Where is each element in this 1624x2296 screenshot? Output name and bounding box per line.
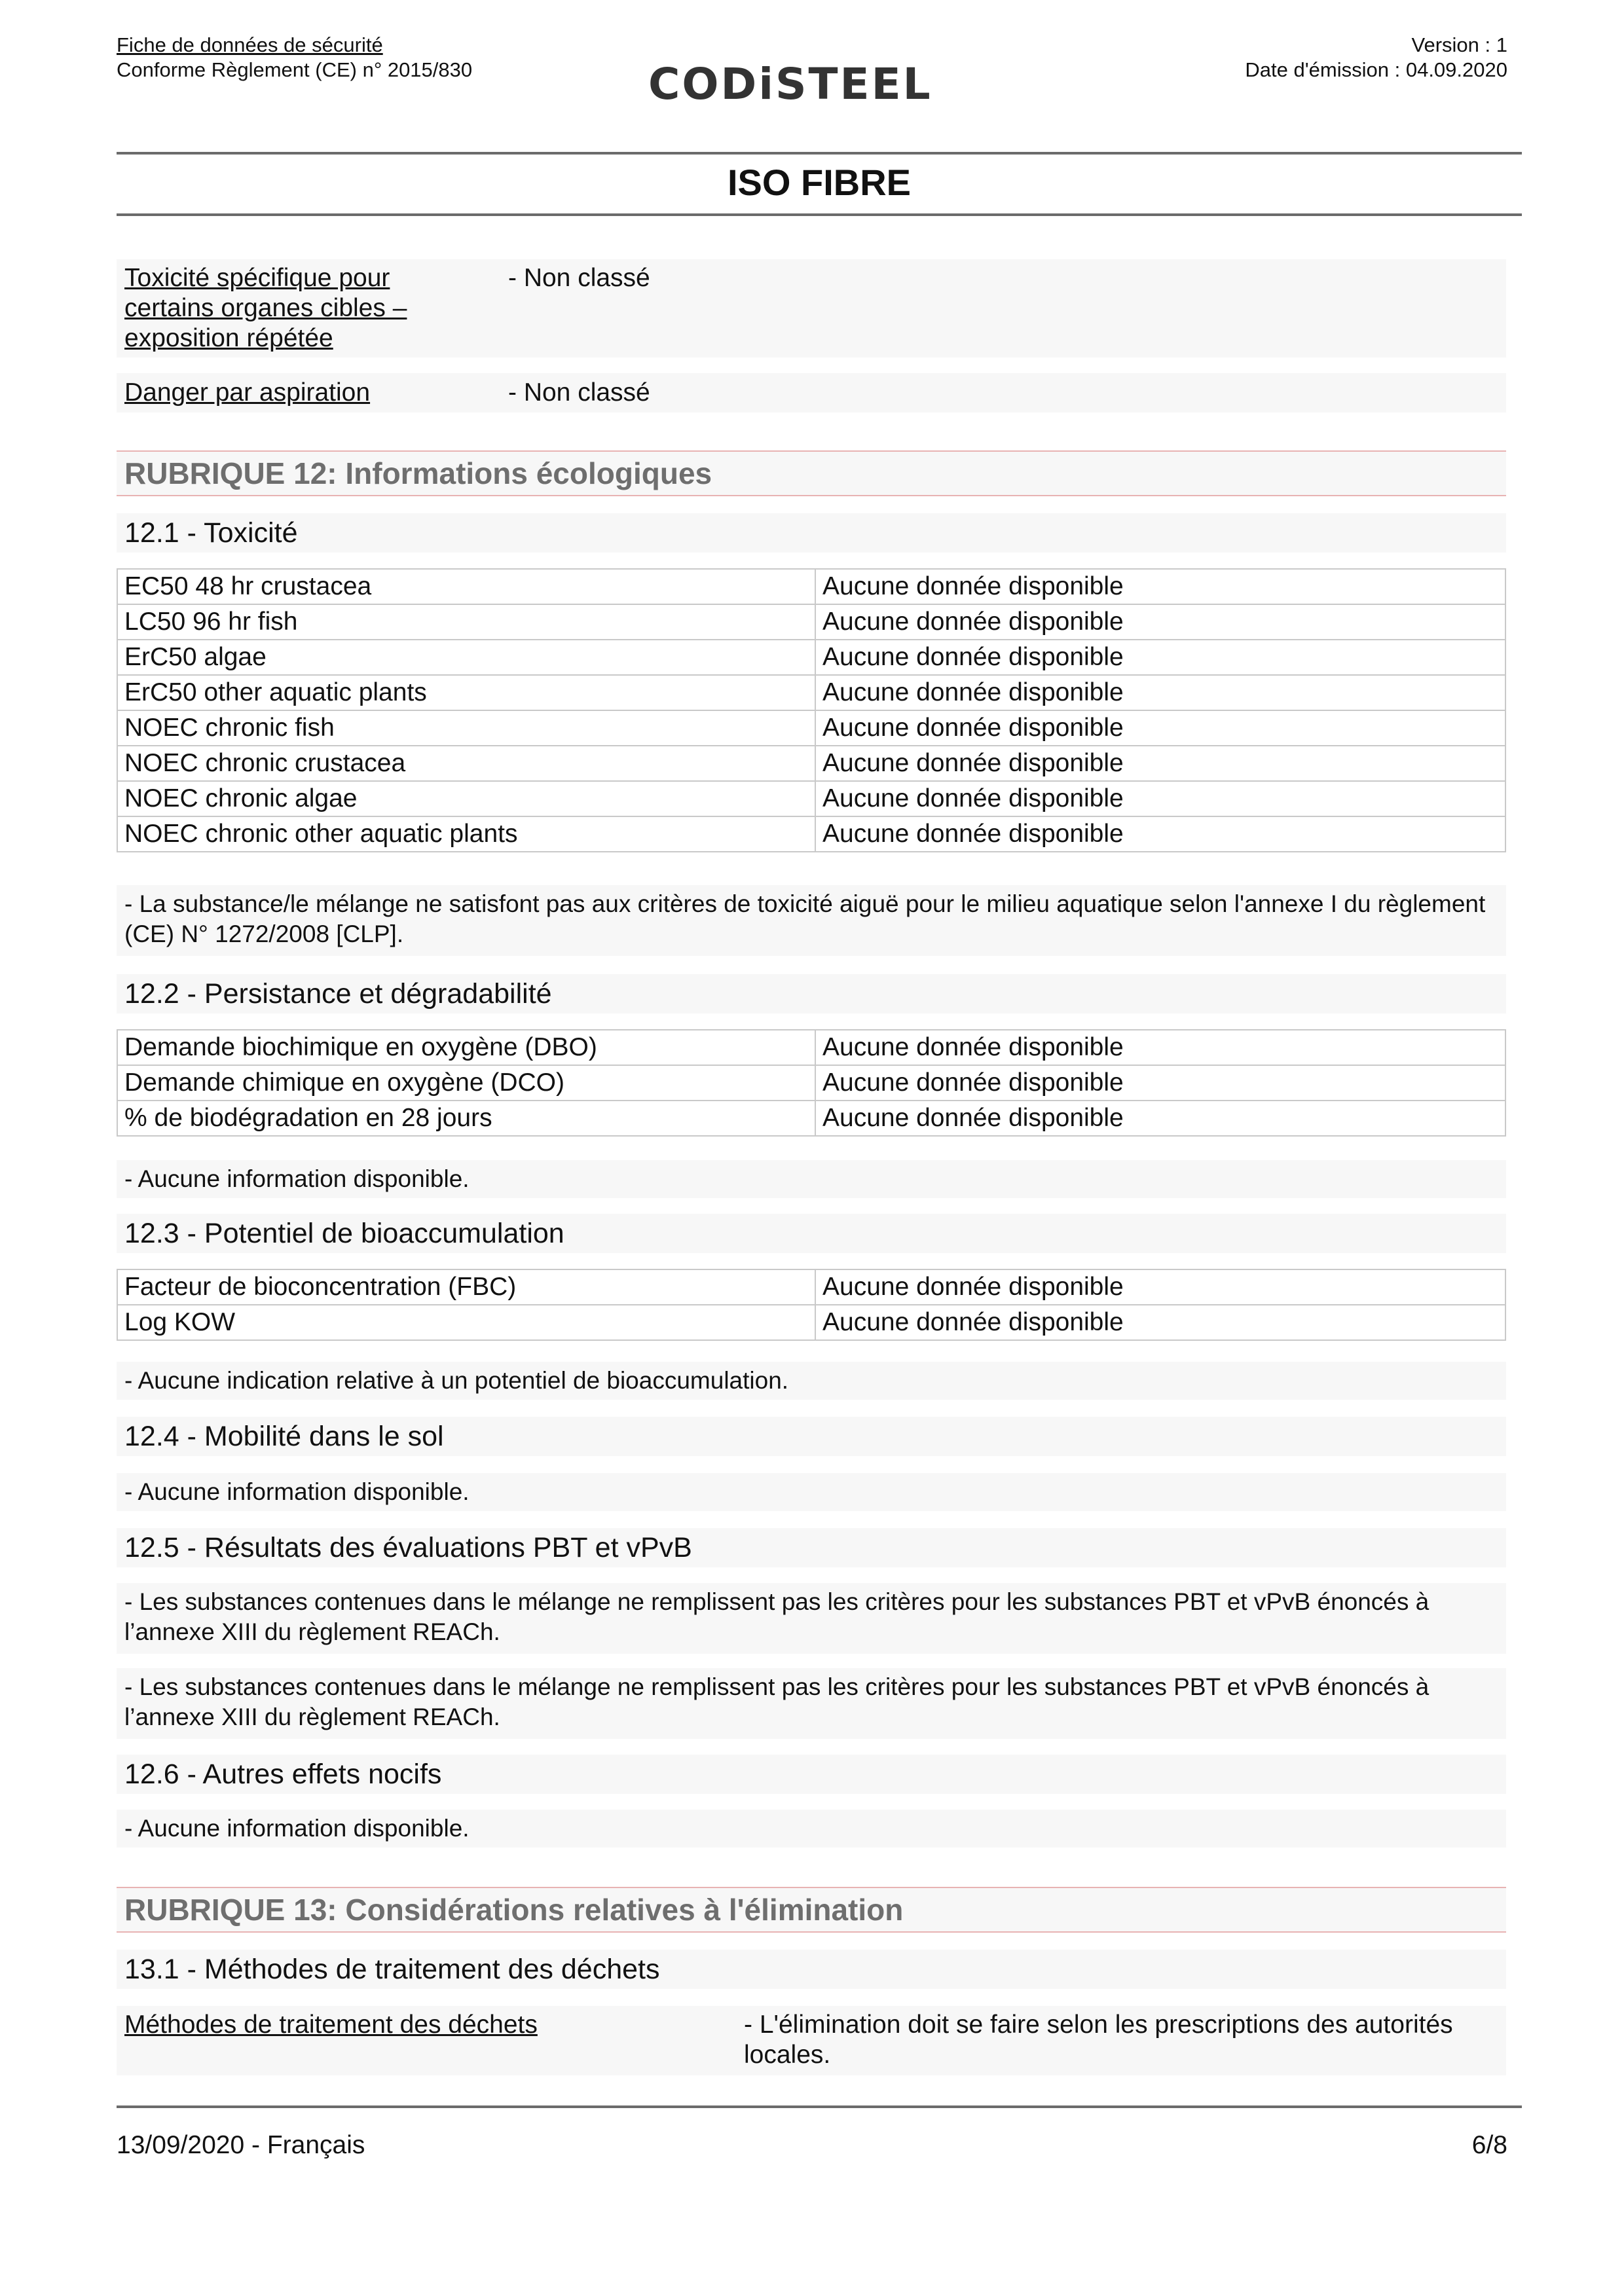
table-cell-value: Aucune donnée disponible (815, 1065, 1505, 1101)
subsection-title-12-6: 12.6 - Autres effets nocifs (117, 1755, 1506, 1794)
toxicity-note: - La substance/le mélange ne satisfont pas aux critères de toxicité aiguë pour le milieu aquatique selon l'annexe I du règlement (CE) N° 1272/2008 [CLP]. (117, 885, 1506, 956)
table-row (117, 1065, 1505, 1101)
table-cell-value: Aucune donnée disponible (815, 710, 1505, 746)
table-cell-label: Facteur de bioconcentration (FBC) (117, 1269, 815, 1305)
table-cell-label: NOEC chronic other aquatic plants (117, 816, 815, 852)
bioaccumulation-table (117, 1269, 1506, 1341)
table-row (117, 604, 1505, 640)
persistence-table (117, 1029, 1506, 1137)
table-cell-value: Aucune donnée disponible (815, 1101, 1505, 1136)
subsection-title-12-2: 12.2 - Persistance et dégradabilité (117, 974, 1506, 1013)
subsection-title-12-5: 12.5 - Résultats des évaluations PBT et vPvB (117, 1528, 1506, 1567)
table-row (117, 640, 1505, 675)
table-cell-label: NOEC chronic algae (117, 781, 815, 816)
kv-label: Toxicité spécifique pour certains organes cibles – exposition répétée (124, 264, 407, 352)
persistence-note: - Aucune information disponible. (117, 1160, 1506, 1198)
table-cell-label: LC50 96 hr fish (117, 604, 815, 640)
table-cell-value: Aucune donnée disponible (815, 640, 1505, 675)
sds-title-line: Fiche de données de sécurité (117, 33, 383, 56)
table-cell-value: Aucune donnée disponible (815, 746, 1505, 781)
table-cell-value: Aucune donnée disponible (815, 1269, 1505, 1305)
kv-value: - Non classé (508, 264, 650, 292)
table-cell-value: Aucune donnée disponible (815, 1030, 1505, 1065)
header-divider-bottom (117, 213, 1522, 216)
table-cell-value: Aucune donnée disponible (815, 1305, 1505, 1340)
pbt-note-2: - Les substances contenues dans le mélange ne remplissent pas les critères pour les substances PBT et vPvB énoncés à l’annexe XIII du règlement REACh. (117, 1668, 1506, 1739)
table-cell-label: NOEC chronic fish (117, 710, 815, 746)
regulation-line: Conforme Règlement (CE) n° 2015/830 (117, 58, 473, 81)
table-row (117, 1030, 1505, 1065)
table-cell-value: Aucune donnée disponible (815, 675, 1505, 710)
issue-date-label: Date d'émission : 04.09.2020 (1245, 58, 1507, 81)
subsection-title-12-3: 12.3 - Potentiel de bioaccumulation (117, 1214, 1506, 1253)
table-row (117, 710, 1505, 746)
kv-row-waste-methods (117, 2006, 1506, 2075)
document-header-left (117, 33, 472, 82)
table-row (117, 1269, 1505, 1305)
kv-row-stot-repeated (117, 259, 1506, 357)
kv-value: - L'élimination doit se faire selon les prescriptions des autorités locales. (744, 2011, 1453, 2069)
table-cell-label: EC50 48 hr crustacea (117, 569, 815, 604)
table-row (117, 816, 1505, 852)
table-cell-label: Demande chimique en oxygène (DCO) (117, 1065, 815, 1101)
table-cell-value: Aucune donnée disponible (815, 569, 1505, 604)
section-heading-12: RUBRIQUE 12: Informations écologiques (117, 450, 1506, 496)
kv-value: - Non classé (508, 378, 650, 407)
table-cell-label: Log KOW (117, 1305, 815, 1340)
toxicity-table (117, 568, 1506, 852)
table-row (117, 746, 1505, 781)
footer-divider (117, 2105, 1522, 2108)
kv-row-aspiration (117, 373, 1506, 412)
table-row (117, 1101, 1505, 1136)
table-cell-label: NOEC chronic crustacea (117, 746, 815, 781)
subsection-title-13-1: 13.1 - Méthodes de traitement des déchets (117, 1950, 1506, 1989)
table-cell-value: Aucune donnée disponible (815, 604, 1505, 640)
product-title: ISO FIBRE (727, 162, 912, 203)
table-cell-label: Demande biochimique en oxygène (DBO) (117, 1030, 815, 1065)
page-number: 6/8 (1471, 2131, 1507, 2159)
footer-date-language: 13/09/2020 - Français (117, 2131, 365, 2159)
section-heading-13: RUBRIQUE 13: Considérations relatives à l'élimination (117, 1887, 1506, 1933)
other-effects-note: - Aucune information disponible. (117, 1810, 1506, 1848)
table-cell-value: Aucune donnée disponible (815, 816, 1505, 852)
table-cell-label: ErC50 other aquatic plants (117, 675, 815, 710)
bioaccumulation-note: - Aucune indication relative à un potentiel de bioaccumulation. (117, 1362, 1506, 1400)
pbt-note-1: - Les substances contenues dans le mélange ne remplissent pas les critères pour les substances PBT et vPvB énoncés à l’annexe XIII du règlement REACh. (117, 1583, 1506, 1654)
subsection-title-12-4: 12.4 - Mobilité dans le sol (117, 1417, 1506, 1456)
version-label: Version : 1 (1411, 33, 1507, 56)
table-cell-label: ErC50 algae (117, 640, 815, 675)
table-row (117, 781, 1505, 816)
company-logo: CODiSTEEL (648, 59, 932, 109)
mobility-note: - Aucune information disponible. (117, 1473, 1506, 1511)
table-row (117, 1305, 1505, 1340)
table-cell-label: % de biodégradation en 28 jours (117, 1101, 815, 1136)
subsection-title-12-1: 12.1 - Toxicité (117, 513, 1506, 553)
table-row (117, 569, 1505, 604)
kv-label: Méthodes de traitement des déchets (124, 2011, 538, 2039)
document-header-right (1245, 33, 1507, 82)
table-row (117, 675, 1505, 710)
header-divider-top (117, 152, 1522, 155)
table-cell-value: Aucune donnée disponible (815, 781, 1505, 816)
kv-label: Danger par aspiration (124, 378, 371, 407)
